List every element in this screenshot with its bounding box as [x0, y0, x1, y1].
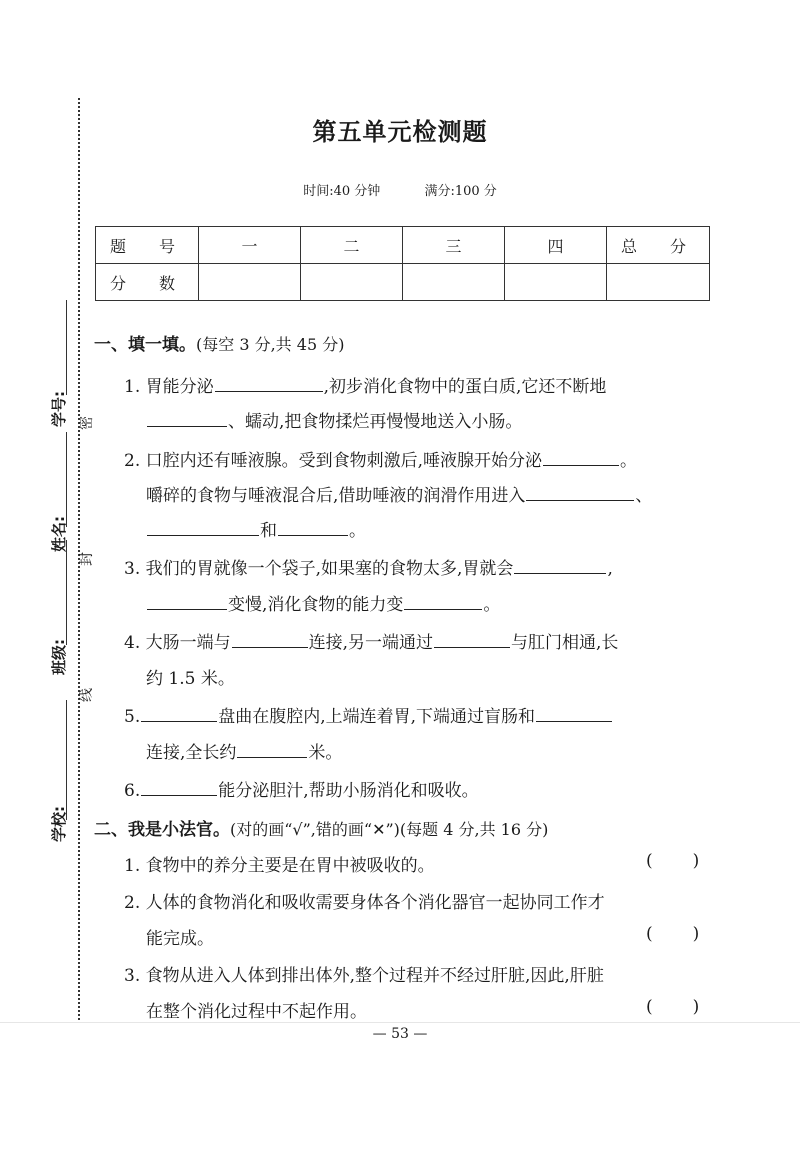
- question-1-5-cont: 连接,全长约 米。: [146, 738, 342, 763]
- section-1-title: 一、填一填。: [94, 335, 196, 355]
- score-cell-4[interactable]: [505, 264, 607, 301]
- answer-blank[interactable]: [232, 629, 308, 648]
- cell-question-number: 题 号: [96, 227, 199, 264]
- time-limit: 时间:40 分钟: [303, 184, 381, 199]
- name-field[interactable]: [66, 432, 67, 527]
- class-label: 班级:: [50, 639, 68, 675]
- answer-blank[interactable]: [141, 703, 217, 722]
- answer-paren-2-1[interactable]: ( ): [646, 851, 700, 871]
- score-cell-2[interactable]: [301, 264, 403, 301]
- question-1-2-cont2: 和 。: [146, 516, 366, 541]
- question-2-3-cont: 在整个消化过程中不起作用。: [146, 1002, 367, 1022]
- cell-part-1: 一: [199, 227, 301, 264]
- answer-blank[interactable]: [147, 408, 227, 427]
- answer-blank[interactable]: [278, 517, 348, 536]
- answer-blank[interactable]: [215, 373, 323, 392]
- student-id-field[interactable]: [66, 300, 67, 395]
- school-label: 学校:: [50, 806, 68, 842]
- score-table-score-row: [96, 264, 710, 301]
- cell-part-4: 四: [505, 227, 607, 264]
- answer-blank[interactable]: [147, 591, 227, 610]
- score-cell-1[interactable]: [199, 264, 301, 301]
- cell-score-label: 分 数: [96, 264, 199, 301]
- score-table-header-row: [96, 227, 710, 264]
- score-cell-3[interactable]: [403, 264, 505, 301]
- question-1-4: 4. 大肠一端与 连接,另一端通过 与肛门相通,长: [124, 628, 618, 653]
- section-2-heading: [94, 815, 548, 840]
- student-id-label: 学号:: [50, 391, 68, 427]
- answer-blank[interactable]: [147, 517, 259, 536]
- answer-paren-2-2[interactable]: ( ): [646, 924, 700, 944]
- question-2-2-cont: 能完成。: [146, 929, 214, 949]
- answer-blank[interactable]: [434, 629, 510, 648]
- question-1-5: 5. 盘曲在腹腔内,上端连着胃,下端通过盲肠和: [124, 702, 613, 727]
- question-1-1: 1. 胃能分泌 ,初步消化食物中的蛋白质,它还不断地: [124, 372, 606, 397]
- exam-info: [0, 180, 800, 199]
- question-2-3: 3. 食物从进入人体到排出体外,整个过程并不经过肝脏,因此,肝脏: [124, 966, 604, 986]
- question-1-2-cont: 嚼碎的食物与唾液混合后,借助唾液的润滑作用进入 、: [146, 481, 652, 506]
- answer-blank[interactable]: [141, 777, 217, 796]
- answer-blank[interactable]: [543, 447, 619, 466]
- section-1-note: (每空 3 分,共 45 分): [196, 335, 345, 354]
- answer-blank[interactable]: [536, 703, 612, 722]
- answer-blank[interactable]: [237, 739, 307, 758]
- section-1-heading: [94, 330, 344, 355]
- section-2-title: 二、我是小法官。: [94, 820, 230, 840]
- answer-blank[interactable]: [514, 555, 606, 574]
- page-title: 第五单元检测题: [312, 118, 488, 146]
- question-1-1-cont: 、蠕动,把食物揉烂再慢慢地送入小肠。: [146, 407, 522, 432]
- question-2-1: 1. 食物中的养分主要是在胃中被吸收的。: [124, 856, 435, 876]
- class-field[interactable]: [66, 540, 67, 645]
- score-cell-total[interactable]: [607, 264, 710, 301]
- question-1-6: 6. 能分泌胆汁,帮助小肠消化和吸收。: [124, 776, 479, 801]
- question-1-3: 3. 我们的胃就像一个袋子,如果塞的食物太多,胃就会 ,: [124, 554, 613, 579]
- name-label: 姓名:: [50, 516, 68, 552]
- seal-glyph-mi: 密: [79, 416, 95, 430]
- answer-paren-2-3[interactable]: ( ): [646, 997, 700, 1017]
- question-1-2: 2. 口腔内还有唾液腺。受到食物刺激后,唾液腺开始分泌 。: [124, 446, 637, 471]
- score-table: [95, 226, 710, 301]
- page-bottom-rule: [0, 1022, 800, 1023]
- cell-part-3: 三: [403, 227, 505, 264]
- cell-total: 总 分: [607, 227, 710, 264]
- seal-glyph-xian: 线: [79, 688, 95, 702]
- section-2-note: (对的画“√”,错的画“✕”)(每题 4 分,共 16 分): [230, 820, 549, 839]
- full-score: 满分:100 分: [424, 184, 497, 199]
- school-field[interactable]: [66, 700, 67, 820]
- question-1-4-cont: 约 1.5 米。: [146, 669, 235, 689]
- question-2-2: 2. 人体的食物消化和吸收需要身体各个消化器官一起协同工作才: [124, 893, 605, 913]
- seal-glyph-feng: 封: [79, 552, 95, 566]
- question-1-3-cont: 变慢,消化食物的能力变 。: [146, 590, 500, 615]
- answer-blank[interactable]: [404, 591, 482, 610]
- cell-part-2: 二: [301, 227, 403, 264]
- page-number: — 53 —: [372, 1026, 428, 1042]
- answer-blank[interactable]: [526, 482, 634, 501]
